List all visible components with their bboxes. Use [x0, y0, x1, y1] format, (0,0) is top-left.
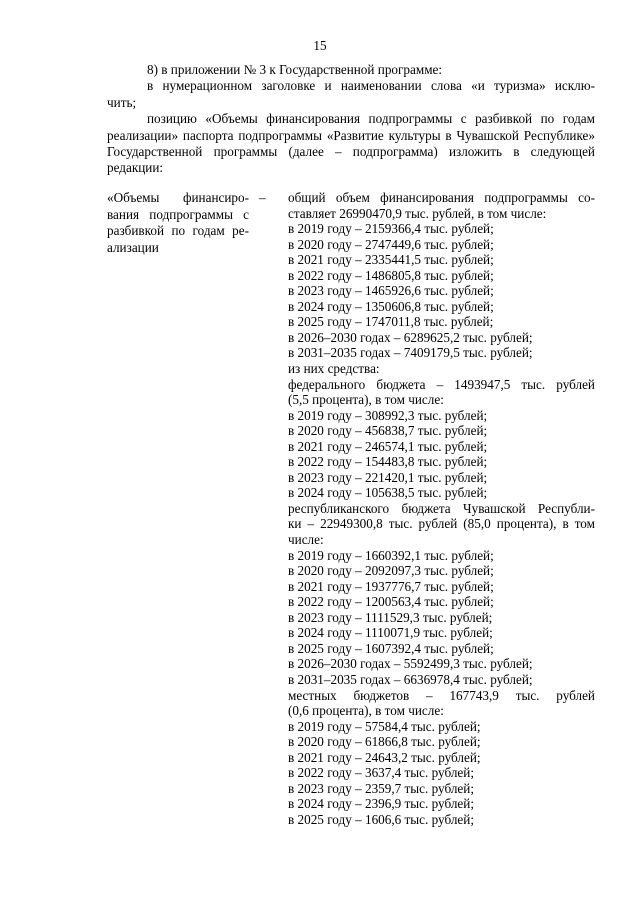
funding-volume-label: «Объемы финансиро-вания подпрограммы с разбивкой по годам ре-ализации: [107, 190, 249, 255]
intro-line-2-continued: чить;: [107, 94, 137, 110]
federal-budget-line-2: (5,5 процента), в том числе:: [288, 392, 444, 408]
funding-year-line: в 2023 году – 2359,7 тыс. рублей;: [288, 780, 474, 796]
funding-year-line: в 2024 году – 1350606,8 тыс. рублей;: [288, 298, 494, 314]
republic-years-list: [288, 548, 595, 688]
total-years-list: [288, 221, 595, 361]
of-them-line: из них средства:: [288, 361, 380, 377]
funding-year-line: в 2020 году – 2092097,3 тыс. рублей;: [288, 563, 494, 579]
funding-year-line: в 2022 году – 154483,8 тыс. рублей;: [288, 454, 488, 470]
funding-year-line: в 2023 году – 221420,1 тыс. рублей;: [288, 469, 488, 485]
funding-year-line: в 2025 году – 1606,6 тыс. рублей;: [288, 811, 474, 827]
funding-year-line: в 2031–2035 годах – 6636978,4 тыс. рублей;: [288, 671, 533, 687]
intro-item: 8) в приложении № 3 к Государственной программе:: [147, 62, 443, 77]
funding-year-line: в 2022 году – 1200563,4 тыс. рублей;: [288, 594, 494, 610]
funding-year-line: в 2019 году – 308992,3 тыс. рублей;: [288, 407, 488, 423]
funding-year-line: в 2025 году – 1607392,4 тыс. рублей;: [288, 640, 494, 656]
funding-year-line: в 2022 году – 1486805,8 тыс. рублей;: [288, 267, 494, 283]
funding-year-line: в 2021 году – 1937776,7 тыс. рублей;: [288, 578, 494, 594]
local-years-list: [288, 719, 595, 828]
funding-year-line: в 2022 году – 3637,4 тыс. рублей;: [288, 765, 474, 781]
intro-paragraph-3: позицию «Объемы финансирования подпрограммы с разбивкой по годам реализации» паспорта подпрограммы «Развитие культуры в Чувашской Республике» Государственной программы (далее – подпрограмма) изложить в следующей редакции:: [107, 111, 595, 176]
passport-left-column: [107, 190, 275, 256]
intro-line-2: в нумерационном заголовке и наименовании слова «и туризма» исклю-: [147, 78, 595, 94]
funding-year-line: в 2019 году – 1660392,1 тыс. рублей;: [288, 547, 494, 563]
funding-year-line: в 2024 году – 2396,9 тыс. рублей;: [288, 796, 474, 812]
funding-year-line: в 2020 году – 2747449,6 тыс. рублей;: [288, 236, 494, 252]
federal-years-list: [288, 408, 595, 501]
funding-year-line: в 2019 году – 2159366,4 тыс. рублей;: [288, 221, 494, 237]
total-funding-line-2: ставляет 26990470,9 тыс. рублей, в том числе:: [288, 205, 547, 221]
funding-year-line: в 2023 году – 1111529,3 тыс. рублей;: [288, 609, 493, 625]
local-budget-line-2: (0,6 процента), в том числе:: [288, 703, 444, 719]
funding-year-line: в 2021 году – 24643,2 тыс. рублей;: [288, 749, 481, 765]
page-number: 15: [313, 38, 327, 53]
local-budget-line-1: местных бюджетов – 167743,9 тыс. рублей: [288, 687, 595, 703]
federal-budget-line-1: федерального бюджета – 1493947,5 тыс. рублей: [288, 376, 595, 392]
funding-year-line: в 2026–2030 годах – 6289625,2 тыс. рублей;: [288, 329, 533, 345]
funding-year-line: в 2024 году – 105638,5 тыс. рублей;: [288, 485, 488, 501]
funding-year-line: в 2031–2035 годах – 7409179,5 тыс. рублей;: [288, 345, 533, 361]
funding-year-line: в 2025 году – 1747011,8 тыс. рублей;: [288, 314, 494, 330]
republic-budget-line-2: ки – 22949300,8 тыс. рублей (85,0 процента), в том: [288, 516, 595, 532]
funding-year-line: в 2021 году – 246574,1 тыс. рублей;: [288, 438, 488, 454]
funding-year-line: в 2021 году – 2335441,5 тыс. рублей;: [288, 252, 494, 268]
funding-year-line: в 2026–2030 годах – 5592499,3 тыс. рублей;: [288, 656, 533, 672]
funding-year-line: в 2020 году – 61866,8 тыс. рублей;: [288, 734, 481, 750]
label-dash: –: [259, 190, 266, 205]
total-funding-line-1: общий объем финансирования подпрограммы со-: [288, 190, 595, 205]
passport-right-column: [288, 190, 595, 827]
funding-year-line: в 2019 году – 57584,4 тыс. рублей;: [288, 718, 481, 734]
republic-budget-line-3: числе:: [288, 532, 324, 548]
funding-year-line: в 2023 году – 1465926,6 тыс. рублей;: [288, 283, 494, 299]
funding-year-line: в 2024 году – 1110071,9 тыс. рублей;: [288, 625, 493, 641]
intro-text: [107, 62, 595, 177]
republic-budget-line-1: республиканского бюджета Чувашской Республи-: [288, 500, 595, 516]
funding-year-line: в 2020 году – 456838,7 тыс. рублей;: [288, 423, 488, 439]
